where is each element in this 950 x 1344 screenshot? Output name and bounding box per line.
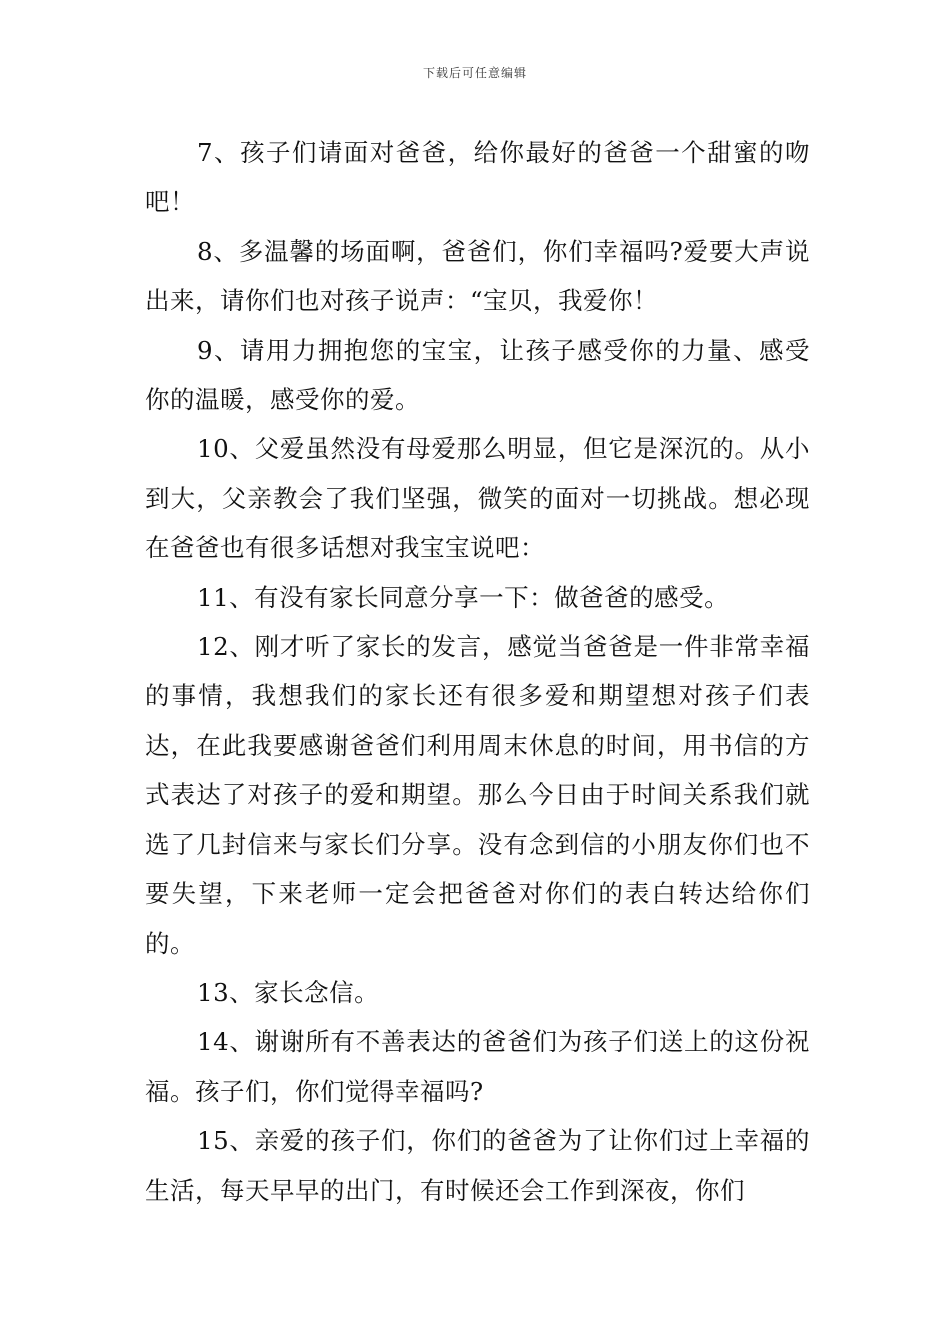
paragraph-item-11: 11、有没有家长同意分享一下：做爸爸的感受。	[197, 582, 730, 612]
paragraph-item-12: 12、刚才听了家长的发言，感觉当爸爸是一件非常幸福的事情，我想我们的家长还有很多爱和期望想对孩子们表达，在此我要感谢爸爸们利用周末休息的时间，用书信的方式表达了对孩子的爱和期望。那么今日由于时间关系我们就选了几封信来与家长们分享。没有念到信的小朋友你们也不要失望，下来老师一定会把爸爸对你们的表白转达给你们的。	[145, 632, 810, 958]
paragraph-item-13: 13、家长念信。	[197, 977, 380, 1007]
document-body	[145, 128, 810, 1215]
paragraph-item-14: 14、谢谢所有不善表达的爸爸们为孩子们送上的这份祝福。孩子们，你们觉得幸福吗?	[145, 1027, 810, 1106]
paragraph-item-8: 8、多温馨的场面啊，爸爸们，你们幸福吗?爱要大声说出来，请你们也对孩子说声：“宝贝，我爱你！	[145, 236, 810, 316]
paragraph-item-9: 9、请用力拥抱您的宝宝，让孩子感受你的力量、感受你的温暖，感受你的爱。	[145, 335, 810, 415]
page-header: 下载后可任意编辑	[422, 66, 527, 80]
paragraph-item-15: 15、亲爱的孩子们，你们的爸爸为了让你们过上幸福的生活，每天早早的出门，有时候还会工作到深夜，你们	[145, 1126, 810, 1205]
paragraph-item-10: 10、父爱虽然没有母爱那么明显，但它是深沉的。从小到大，父亲教会了我们坚强，微笑的面对一切挑战。想必现在爸爸也有很多话想对我宝宝说吧：	[145, 434, 810, 563]
paragraph-item-7: 7、孩子们请面对爸爸，给你最好的爸爸一个甜蜜的吻吧！	[145, 138, 810, 217]
